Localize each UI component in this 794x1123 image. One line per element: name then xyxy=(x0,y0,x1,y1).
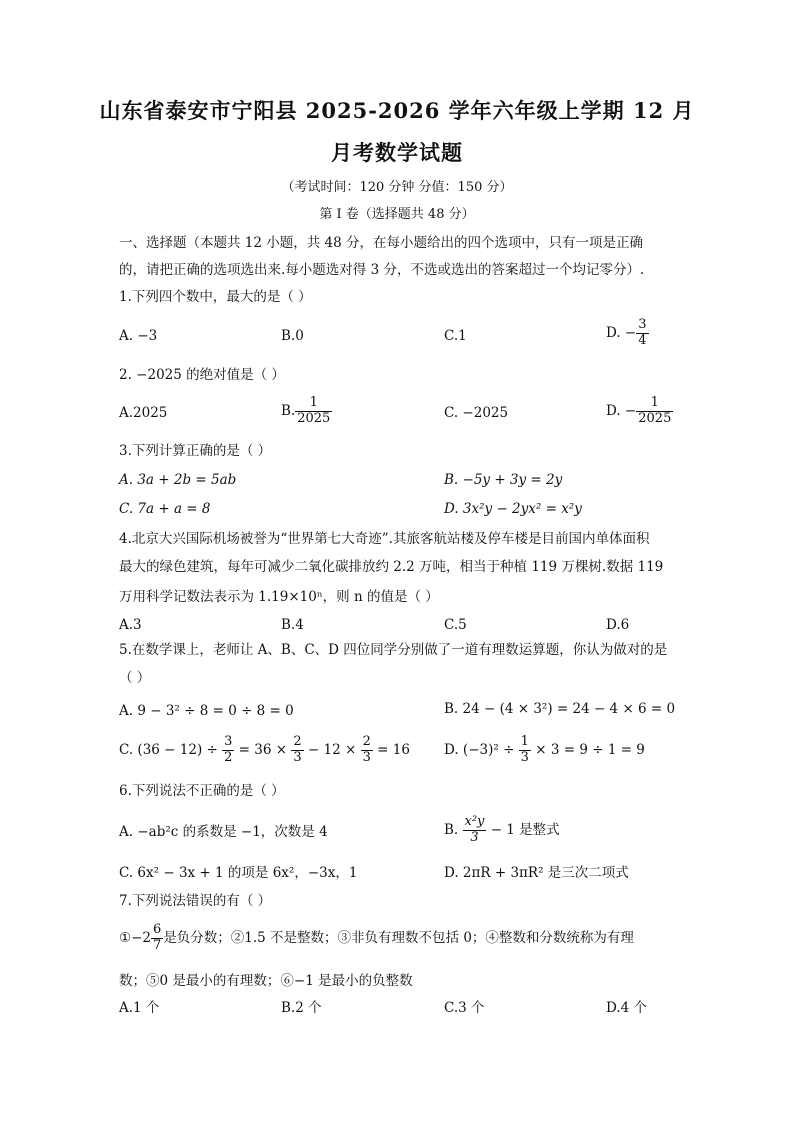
section-intro-line1: 一、选择题（本题共 12 小题，共 48 分，在每小题给出的四个选项中，只有一项是正确 xyxy=(119,235,644,251)
q7-option-a: A.1 个 xyxy=(119,1000,160,1016)
q3-option-b: B. −5y + 3y = 2y xyxy=(444,472,563,488)
question-2-stem: 2. −2025 的绝对值是（ ） xyxy=(119,367,285,383)
q6-option-c: C. 6x² − 3x + 1 的项是 6x²，−3x，1 xyxy=(119,865,358,881)
question-6-stem: 6.下列说法不正确的是（ ） xyxy=(119,783,285,799)
question-7-statements-line2: 数；⑤0 是最小的有理数；⑥−1 是最小的负整数 xyxy=(119,973,413,989)
q5-option-c: C. (36 − 12) ÷ $\frac{3}{2}$ = 36 × $\frac{2}{3}$ − 12 × $\frac{2}{3}$ = 16 xyxy=(119,734,410,765)
q1-option-a: A. −3 xyxy=(119,328,158,344)
question-7-statements-line1: ①−2 $\frac{6}{7}$ 是负分数；②1.5 不是整数；③非负有理数不包括 0；④整数和分数统称为有理 xyxy=(119,922,634,953)
q4-option-b: B.4 xyxy=(281,617,304,633)
q3-option-d: D. 3x²y − 2yx² = x²y xyxy=(444,501,582,517)
q5-option-a: A. 9 − 3² ÷ 8 = 0 ÷ 8 = 0 xyxy=(119,703,294,719)
question-4-stem-line3: 万用科学记数法表示为 1.19×10ⁿ，则 n 的值是（ ） xyxy=(119,589,439,605)
q4-option-c: C.5 xyxy=(444,617,467,633)
q6-option-a: A. −ab²c 的系数是 −1，次数是 4 xyxy=(119,824,328,840)
q3-option-c: C. 7a + a = 8 xyxy=(119,501,211,517)
q2-option-a: A.2025 xyxy=(119,405,168,421)
q7-option-b: B.2 个 xyxy=(281,1000,322,1016)
page-title-line2: 月考数学试题 xyxy=(331,140,463,165)
section-intro-line2: 的，请把正确的选项选出来.每小题选对得 3 分，不选或选出的答案超过一个均记零分）. xyxy=(119,262,645,278)
q7-option-c: C.3 个 xyxy=(444,1000,485,1016)
q5-option-d: D. (−3)² ÷ $\frac{1}{3}$ × 3 = 9 ÷ 1 = 9 xyxy=(444,734,645,765)
q2-option-b: B. $\frac{1}{2025}$ xyxy=(281,395,331,426)
q7-option-d: D.4 个 xyxy=(606,1000,648,1016)
volume-label: 第 I 卷（选择题共 48 分） xyxy=(319,207,475,222)
question-1-stem: 1.下列四个数中，最大的是（ ） xyxy=(119,289,312,305)
question-3-stem: 3.下列计算正确的是（ ） xyxy=(119,443,272,459)
q4-option-d: D.6 xyxy=(606,617,630,633)
question-5-stem-line1: 5.在数学课上，老师让 A、B、C、D 四位同学分别做了一道有理数运算题，你认为做对的是 xyxy=(119,642,668,658)
exam-info: （考试时间：120 分钟 分值：150 分） xyxy=(281,180,513,195)
question-4-stem-line2: 最大的绿色建筑，每年可减少二氧化碳排放约 2.2 万吨，相当于种植 119 万棵树.数据 119 xyxy=(119,559,664,575)
q1-option-b: B.0 xyxy=(281,328,304,344)
q5-option-b: B. 24 − (4 × 3²) = 24 − 4 × 6 = 0 xyxy=(444,701,676,717)
page-title-line1: 山东省泰安市宁阳县 2025-2026 学年六年级上学期 12 月 xyxy=(99,98,695,123)
question-5-stem-line2: （ ） xyxy=(119,670,151,686)
q1-option-c: C.1 xyxy=(444,328,467,344)
q2-option-d: D. − $\frac{1}{2025}$ xyxy=(606,395,672,426)
q6-option-b: B. $\frac{\text{x²y}}{3}$ − 1 是整式 xyxy=(444,814,560,845)
question-7-stem: 7.下列说法错误的有（ ） xyxy=(119,893,272,909)
q1-option-d: D. − $\frac{3}{4}$ xyxy=(606,317,647,348)
q3-option-a: A. 3a + 2b = 5ab xyxy=(119,472,237,488)
question-4-stem-line1: 4.北京大兴国际机场被誉为“世界第七大奇迹”.其旅客航站楼及停车楼是目前国内单体面积 xyxy=(119,531,650,547)
q2-option-c: C. −2025 xyxy=(444,405,509,421)
q6-option-d: D. 2πR + 3πR² 是三次二项式 xyxy=(444,865,629,881)
q4-option-a: A.3 xyxy=(119,617,142,633)
